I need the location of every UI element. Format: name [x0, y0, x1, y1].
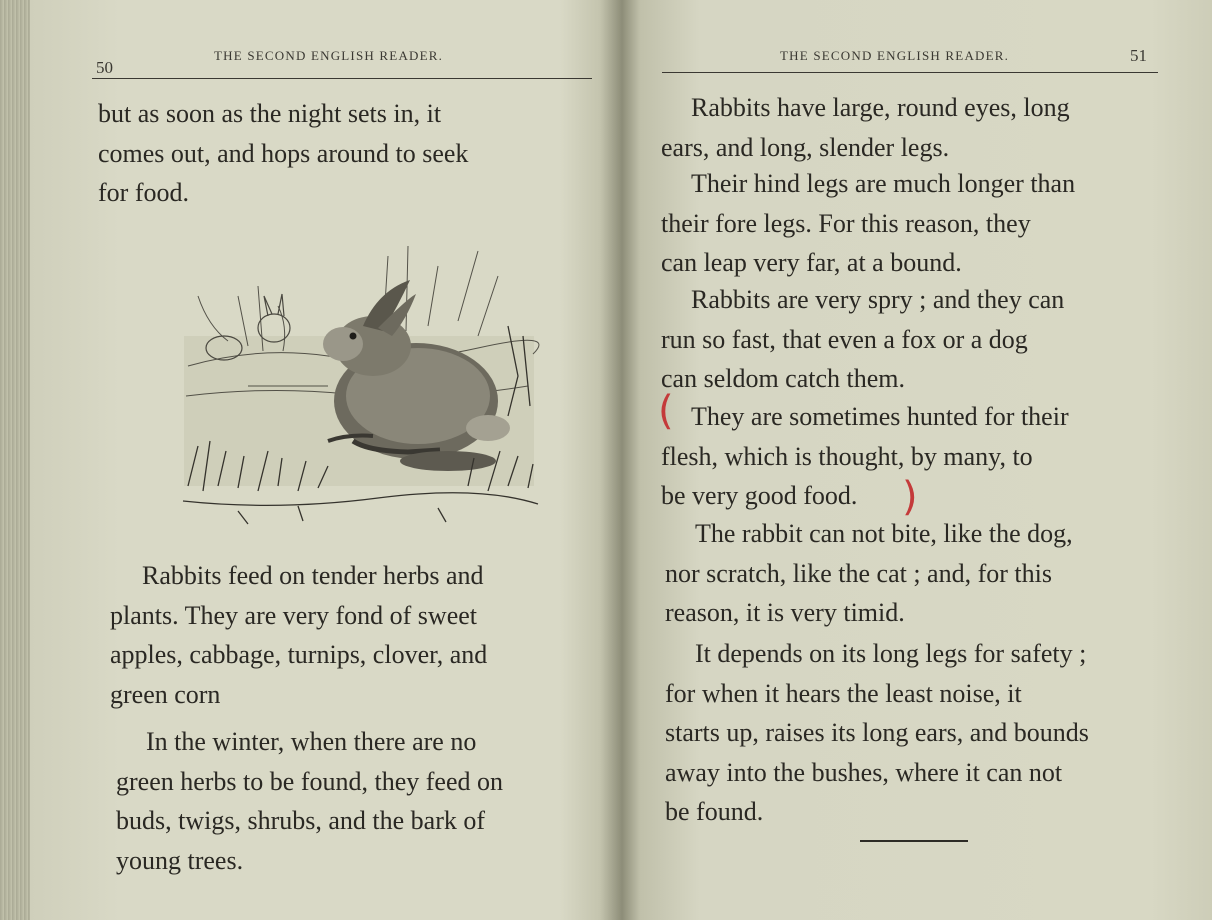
header-rule-right — [662, 72, 1158, 73]
text-line: plants. They are very fond of sweet — [110, 600, 478, 630]
text-line: be very good food. — [661, 481, 858, 510]
text-line: be found. — [665, 797, 764, 826]
text-line: Their hind legs are much longer than — [691, 169, 1076, 198]
text-line: green corn — [110, 679, 221, 709]
text-line: for food. — [98, 178, 189, 207]
text-line: The rabbit can not bite, like the dog, — [695, 519, 1073, 548]
text-line: flesh, which is thought, by many, to — [661, 441, 1033, 471]
rabbit-engraving-icon — [178, 236, 543, 526]
red-bracket-open-icon: ( — [658, 388, 674, 434]
text-line: their fore legs. For this reason, they — [661, 208, 1031, 238]
paragraph-hind-legs — [661, 164, 1153, 283]
text-line: green herbs to be found, they feed on — [116, 766, 503, 796]
text-line: ears, and long, slender legs. — [661, 132, 950, 162]
text-line: can leap very far, at a bound. — [661, 248, 962, 277]
paragraph-feed — [110, 556, 606, 714]
page-number-right: 51 — [1130, 46, 1147, 65]
paragraph-night — [98, 94, 593, 213]
text-line: reason, it is very timid. — [665, 598, 905, 627]
text-line: They are sometimes hunted for their — [691, 402, 1069, 431]
text-line: can seldom catch them. — [661, 364, 906, 393]
right-page — [630, 0, 1212, 920]
text-line: away into the bushes, where it can not — [665, 757, 1063, 787]
text-line: Rabbits have large, round eyes, long — [691, 93, 1070, 122]
paragraph-eyes — [661, 88, 1153, 167]
paragraph-spry — [661, 280, 1153, 399]
text-line: young trees. — [116, 845, 244, 875]
text-line: In the winter, when there are no — [146, 727, 477, 756]
running-head-left: THE SECOND ENGLISH READER. — [214, 48, 444, 63]
text-line: Rabbits are very spry ; and they can — [691, 285, 1065, 314]
text-line: buds, twigs, shrubs, and the bark of — [116, 806, 486, 835]
running-head-right: THE SECOND ENGLISH READER. — [780, 48, 1010, 63]
header-rule-left — [92, 78, 592, 79]
text-line: It depends on its long legs for safety ; — [695, 639, 1087, 668]
book-page-edges — [0, 0, 30, 920]
left-page — [30, 0, 620, 920]
red-bracket-close-icon: ) — [902, 474, 918, 520]
paragraph-bite — [665, 514, 1157, 633]
section-end-rule — [860, 840, 968, 842]
text-line: starts up, raises its long ears, and bounds — [665, 718, 1089, 747]
text-line: Rabbits feed on tender herbs and — [142, 561, 484, 590]
text-line: comes out, and hops around to seek — [98, 138, 469, 168]
text-line: nor scratch, like the cat ; and, for this — [665, 558, 1052, 588]
paragraph-safety — [665, 634, 1159, 832]
text-line: run so fast, that even a fox or a dog — [661, 324, 1028, 354]
text-line: for when it hears the least noise, it — [665, 678, 1022, 708]
paragraph-winter — [116, 722, 614, 880]
page-number-left: 50 — [96, 58, 113, 77]
text-line: apples, cabbage, turnips, clover, and — [110, 640, 488, 669]
text-line: but as soon as the night sets in, it — [98, 99, 442, 128]
